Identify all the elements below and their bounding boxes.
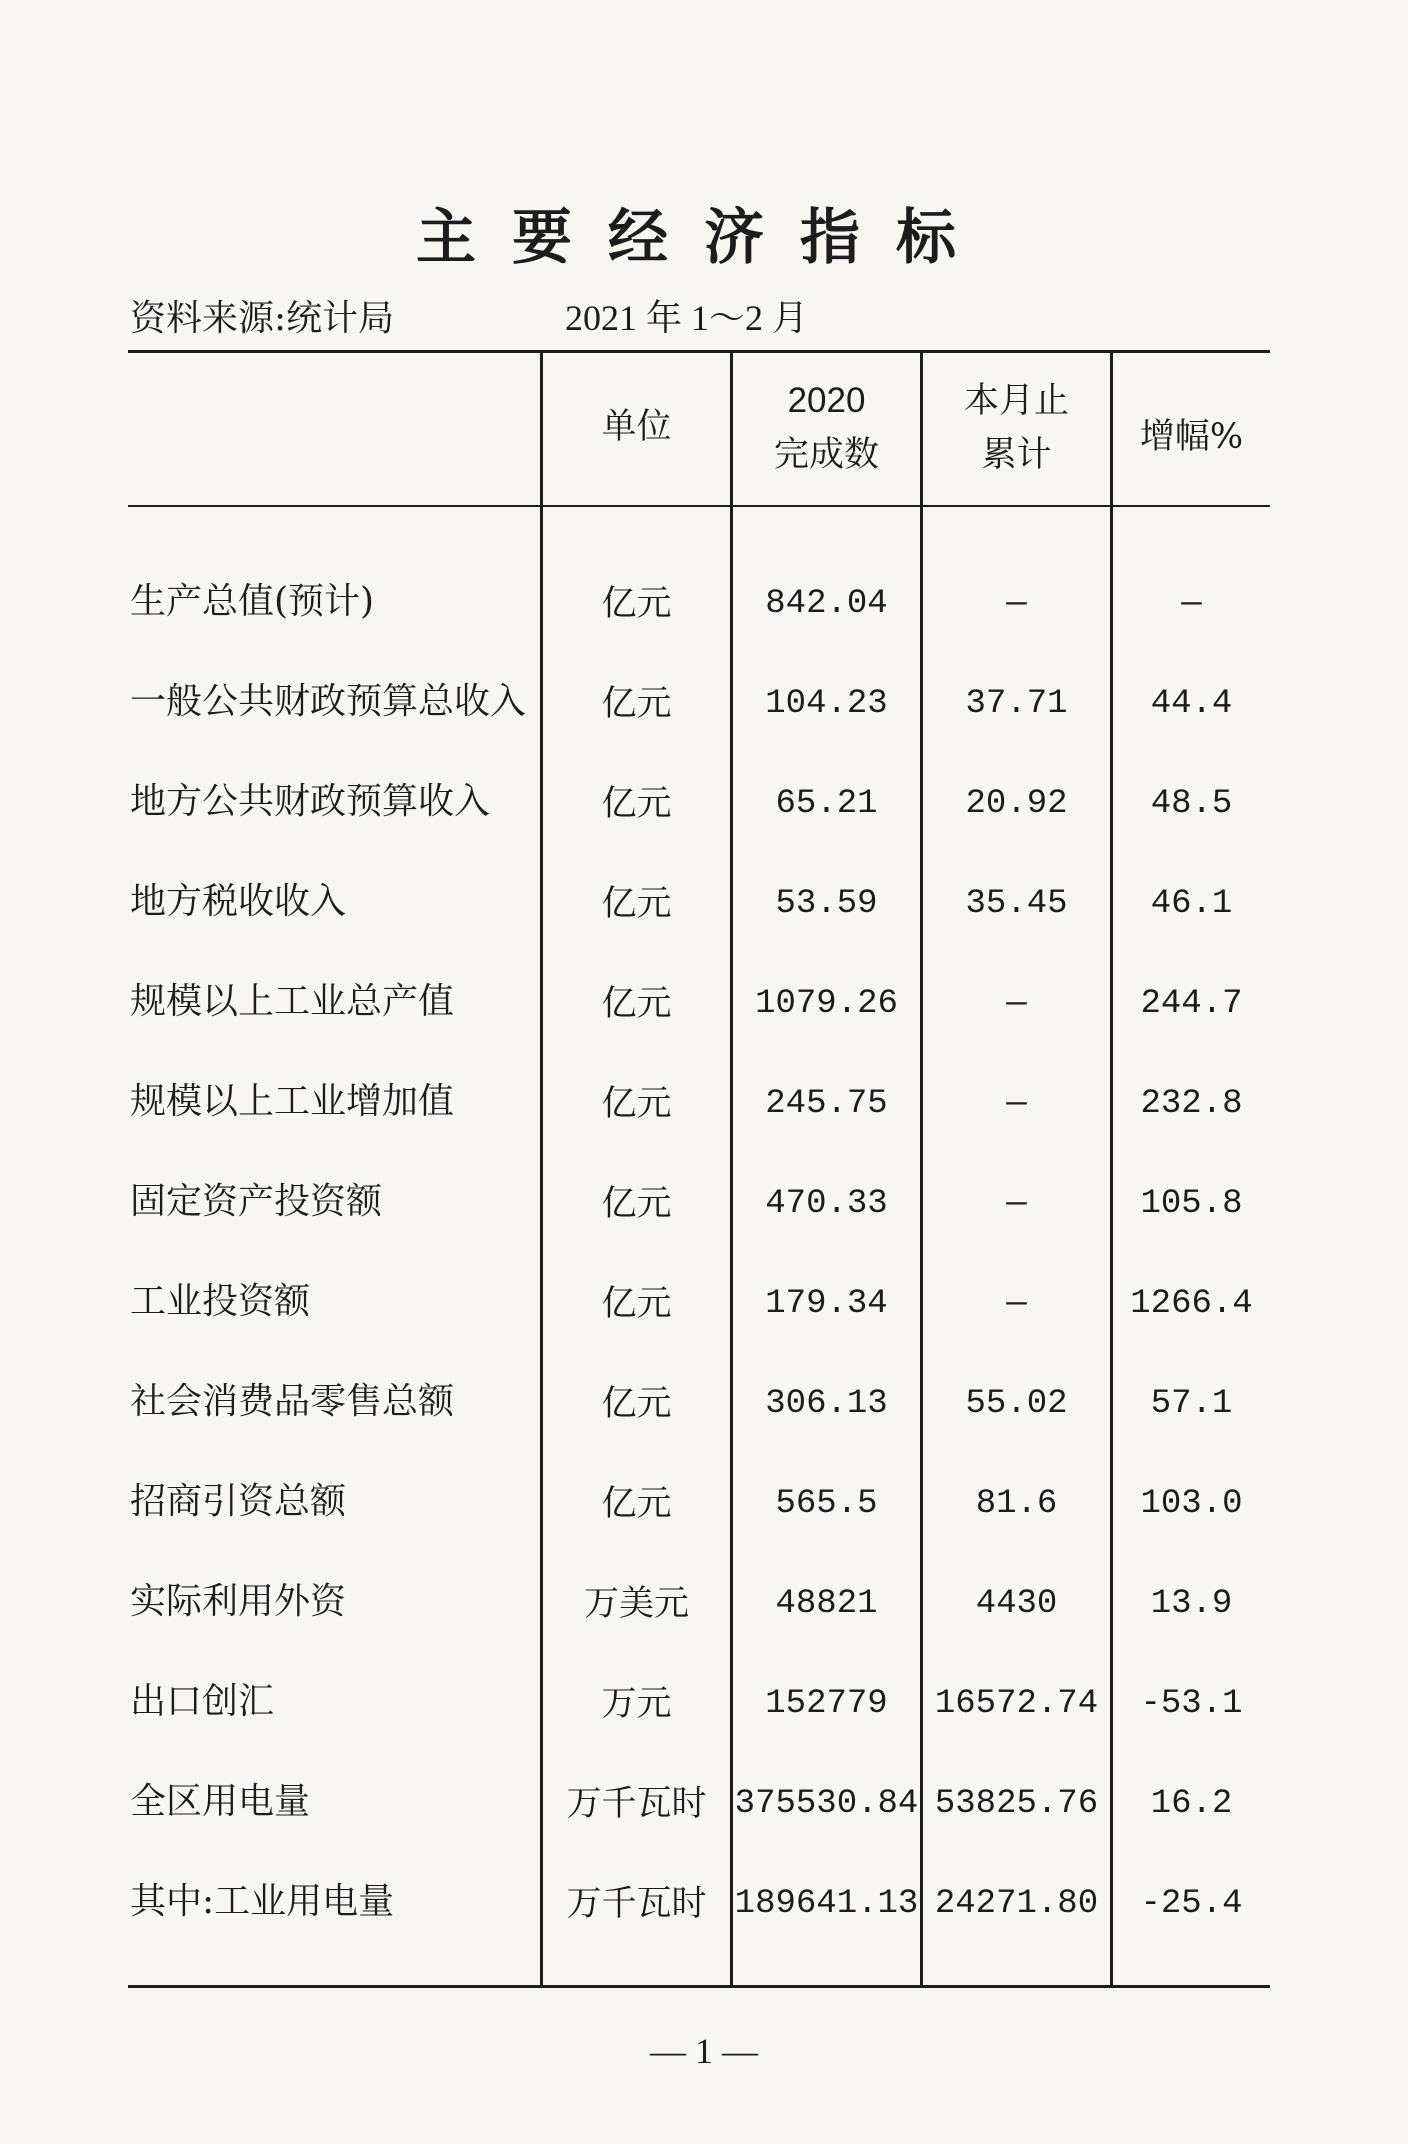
cell-cumulative: 20.92 (965, 785, 1068, 823)
cell-unit: 万美元 (583, 1584, 689, 1624)
cell-growth: 1266.4 (1130, 1285, 1253, 1323)
table-top-rule (128, 350, 1270, 353)
cell-completed: 565.5 (775, 1485, 878, 1523)
indicator-name: 规模以上工业增加值 (130, 1081, 455, 1122)
cell-completed: 65.21 (775, 785, 878, 823)
cell-completed: 1079.26 (755, 985, 898, 1023)
indicator-name: 招商引资总额 (130, 1481, 347, 1522)
cell-completed: 842.04 (765, 585, 888, 623)
cell-cumulative: 35.45 (965, 885, 1068, 923)
cell-growth: 244.7 (1140, 985, 1243, 1023)
cell-completed: 245.75 (765, 1085, 888, 1123)
cell-cumulative: 81.6 (975, 1485, 1058, 1523)
cell-completed: 53.59 (775, 885, 878, 923)
indicator-name: 生产总值(预计) (130, 581, 375, 622)
cell-growth: -53.1 (1140, 1685, 1243, 1723)
cell-unit: 万千瓦时 (566, 1784, 707, 1824)
table-bottom-rule (128, 1985, 1270, 1988)
cell-completed: 48821 (775, 1585, 878, 1623)
cell-cumulative: — (1006, 985, 1027, 1023)
header-unit: 单位 (601, 407, 672, 447)
cell-unit: 亿元 (601, 884, 672, 924)
cell-unit: 亿元 (601, 1184, 672, 1224)
cell-completed: 152779 (765, 1685, 888, 1723)
header-bottom-rule (128, 505, 1270, 507)
cell-unit: 亿元 (601, 784, 672, 824)
cell-cumulative: — (1006, 1185, 1027, 1223)
cell-growth: 13.9 (1150, 1585, 1233, 1623)
cell-growth: — (1181, 585, 1202, 623)
page-title: 主要经济指标 (416, 203, 992, 273)
cell-growth: -25.4 (1140, 1885, 1243, 1923)
cell-unit: 亿元 (601, 984, 672, 1024)
cell-unit: 万元 (601, 1684, 672, 1724)
header-growth: 增幅% (1139, 417, 1244, 457)
header-completed-line2: 完成数 (773, 435, 879, 475)
data-source: 资料来源:统计局 (130, 298, 395, 339)
cell-growth: 16.2 (1150, 1785, 1233, 1823)
header-completed-line1: 2020 (787, 381, 866, 420)
indicator-name: 地方公共财政预算收入 (130, 781, 491, 822)
cell-growth: 103.0 (1140, 1485, 1243, 1523)
cell-cumulative: — (1006, 585, 1027, 623)
cell-cumulative: 55.02 (965, 1385, 1068, 1423)
cell-unit: 万千瓦时 (566, 1884, 707, 1924)
cell-completed: 104.23 (765, 685, 888, 723)
indicator-name: 其中:工业用电量 (130, 1881, 395, 1922)
indicator-name: 规模以上工业总产值 (130, 981, 455, 1022)
indicator-name: 实际利用外资 (130, 1581, 347, 1622)
cell-completed: 375530.84 (734, 1785, 919, 1823)
cell-unit: 亿元 (601, 684, 672, 724)
header-cumulative-line1: 本月止 (963, 381, 1069, 421)
cell-unit: 亿元 (601, 1384, 672, 1424)
cell-cumulative: 37.71 (965, 685, 1068, 723)
cell-unit: 亿元 (601, 1284, 672, 1324)
page-number: — 1 — (650, 2031, 758, 2071)
indicator-name: 出口创汇 (130, 1681, 275, 1722)
indicator-name: 全区用电量 (130, 1781, 311, 1822)
indicator-name: 社会消费品零售总额 (130, 1381, 455, 1422)
cell-growth: 46.1 (1150, 885, 1233, 923)
indicator-name: 工业投资额 (130, 1281, 311, 1322)
report-period: 2021 年 1～2 月 (565, 298, 809, 338)
cell-completed: 306.13 (765, 1385, 888, 1423)
cell-unit: 亿元 (601, 1084, 672, 1124)
cell-growth: 105.8 (1140, 1185, 1243, 1223)
cell-completed: 179.34 (765, 1285, 888, 1323)
cell-completed: 470.33 (765, 1185, 888, 1223)
cell-growth: 48.5 (1150, 785, 1233, 823)
cell-growth: 232.8 (1140, 1085, 1243, 1123)
cell-cumulative: — (1006, 1285, 1027, 1323)
cell-cumulative: — (1006, 1085, 1027, 1123)
cell-cumulative: 16572.74 (934, 1685, 1099, 1723)
indicator-name: 一般公共财政预算总收入 (130, 681, 527, 722)
cell-completed: 189641.13 (734, 1885, 919, 1923)
cell-unit: 亿元 (601, 1484, 672, 1524)
indicator-name: 地方税收收入 (130, 881, 347, 922)
cell-growth: 57.1 (1150, 1385, 1233, 1423)
header-cumulative-line2: 累计 (981, 435, 1052, 475)
cell-cumulative: 4430 (975, 1585, 1058, 1623)
cell-growth: 44.4 (1150, 685, 1233, 723)
cell-cumulative: 24271.80 (934, 1885, 1099, 1923)
indicator-name: 固定资产投资额 (130, 1181, 383, 1222)
cell-cumulative: 53825.76 (934, 1785, 1099, 1823)
cell-unit: 亿元 (601, 584, 672, 624)
